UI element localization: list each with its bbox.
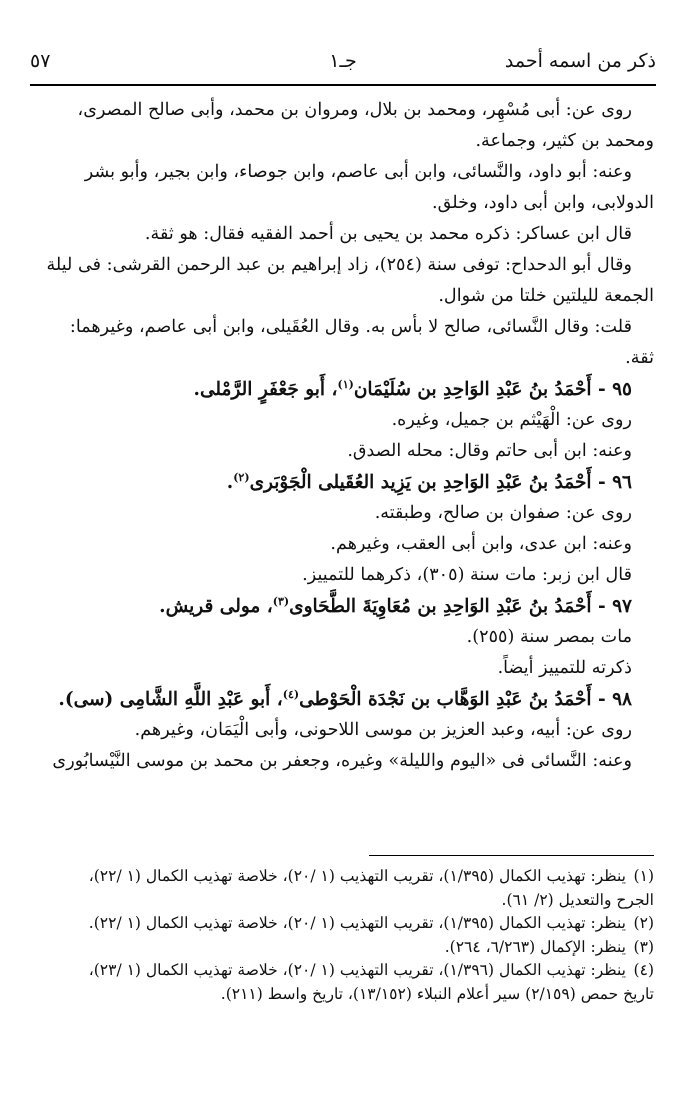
text-line: روى عن: الْهَيْثم بن جميل، وغيره.	[391, 410, 632, 430]
entry-heading-97	[40, 591, 654, 622]
text-line: مات بمصر سنة (٢٥٥).	[466, 627, 632, 647]
text-line: ذكرته للتمييز أيضاً.	[497, 658, 632, 678]
footnote-1	[30, 865, 654, 888]
footnote-4-continued: تاريخ حمص (٢/١٥٩) سير أعلام النبلاء (١٣/١٥٢)، تاريخ واسط (٢١١).	[220, 984, 654, 1003]
header-rule	[30, 84, 656, 86]
footnote-text: ينظر: تهذيب الكمال (١/٣٩٥)، تقريب التهذيب (١ /٢٠)، خلاصة تهذيب الكمال (١ /٢٢)،	[88, 867, 626, 885]
text-line: وعنه: ابن عدى، وابن أبى العقب، وغيرهم.	[330, 534, 632, 554]
text-line: ومحمد بن كثير، وجماعة.	[475, 131, 654, 151]
page-number: ٥٧	[30, 50, 51, 72]
volume-label: جـ١	[329, 50, 357, 72]
page-header	[30, 46, 656, 80]
footnote-number: (٣)	[633, 937, 654, 956]
footnote-ref: (١)	[337, 377, 354, 391]
text-line: الدولابى، وابن أبى داود، وخلق.	[432, 193, 654, 213]
text-line: وعنه: أبو داود، والنَّسائى، وابن أبى عاصم، وابن جوصاء، وابن بجير، وأبو بشر	[84, 162, 632, 182]
text-line: روى عن: أبى مُسْهِر، ومحمد بن بلال، ومروان بن محمد، وأبى صالح المصرى،	[77, 100, 632, 120]
footnote-1-continued: الجرح والتعديل (٢/ ٦١).	[501, 890, 654, 909]
entry-title-end: ، مولى قريش.	[159, 596, 273, 617]
footnote-number: (٢)	[633, 914, 654, 932]
footnotes	[30, 865, 654, 1025]
entry-title-end: ، أَبو عَبْدِ اللَّهِ الشَّامِى (سى).	[58, 689, 283, 710]
text-line: قال ابن عساكر: ذكره محمد بن يحيى بن أحمد الفقيه فقال: هو ثقة.	[144, 224, 632, 244]
entry-title-end: .	[226, 472, 234, 493]
entry-heading-96	[40, 467, 654, 498]
text-line: الجمعة لليلتين خلتا من شوال.	[438, 286, 654, 306]
footnote-text: ينظر: تهذيب الكمال (١/٣٩٥)، تقريب التهذيب (١ /٢٠)، خلاصة تهذيب الكمال (١ /٢٢).	[88, 914, 626, 932]
footnote-ref: (٢)	[233, 470, 250, 484]
entry-heading-98	[40, 684, 654, 715]
main-text	[40, 95, 654, 837]
entry-heading-95	[40, 374, 654, 405]
text-line: روى عن: أبيه، وعبد العزيز بن موسى اللاحونى، وأبى الْيَمَان، وغيرهم.	[134, 720, 632, 740]
text-line: وعنه: النَّسائى فى «اليوم والليلة» وغيره، وجعفر بن محمد بن موسى النَّيْسابُورى	[52, 751, 632, 771]
running-title: ذكر من اسمه أحمد	[504, 50, 656, 72]
footnote-ref: (٣)	[272, 594, 290, 608]
text-line: وعنه: ابن أبى حاتم وقال: محله الصدق.	[347, 441, 632, 461]
footnote-3	[30, 936, 654, 959]
footnote-rule	[369, 855, 654, 856]
footnote-text: ينظر: الإكمال (٦/٢٦٣، ٢٦٤).	[444, 937, 626, 956]
text-line: وقال أبو الدحداح: توفى سنة (٢٥٤)، زاد إبراهيم بن عبد الرحمن القرشى: فى ليلة	[46, 255, 632, 275]
entry-title: ٩٥ - أَحْمَدُ بنُ عَبْدِ الوَاحِدِ بن سُلَيْمَان	[353, 379, 632, 400]
footnote-number: (١)	[633, 867, 654, 885]
footnote-2	[30, 912, 654, 935]
entry-title: ٩٦ - أَحْمَدُ بنُ عَبْدِ الوَاحِدِ بن يَزِيد العُقَيلى الْجَوْبَرى	[249, 472, 632, 493]
footnote-ref: (٤)	[282, 687, 300, 701]
footnote-number: (٤)	[633, 961, 654, 979]
entry-title: ٩٨ - أَحْمَدُ بنُ عَبْدِ الوَهَّاب بن نَجْدَة الْحَوْطى	[299, 689, 632, 710]
footnote-4	[30, 959, 654, 982]
entry-title: ٩٧ - أَحْمَدُ بنُ عَبْدِ الوَاحِدِ بن مُعَاوِيَةَ الطَّحَاوى	[289, 596, 632, 617]
text-line: قال ابن زبر: مات سنة (٣٠٥)، ذكرهما للتمييز.	[302, 565, 632, 585]
footnote-text: ينظر: تهذيب الكمال (١/٣٩٦)، تقريب التهذيب (١ /٢٠)، خلاصة تهذيب الكمال (١ /٢٣)،	[88, 961, 626, 979]
text-line: ثقة.	[625, 348, 654, 368]
text-line: روى عن: صفوان بن صالح، وطبقته.	[374, 503, 632, 523]
text-line: قلت: وقال النَّسائى، صالح لا بأس به. وقال العُقَيلى، وابن أبى عاصم، وغيرهما:	[69, 317, 632, 337]
entry-title-end: ، أَبو جَعْفَرٍ الرَّمْلى.	[193, 379, 338, 400]
